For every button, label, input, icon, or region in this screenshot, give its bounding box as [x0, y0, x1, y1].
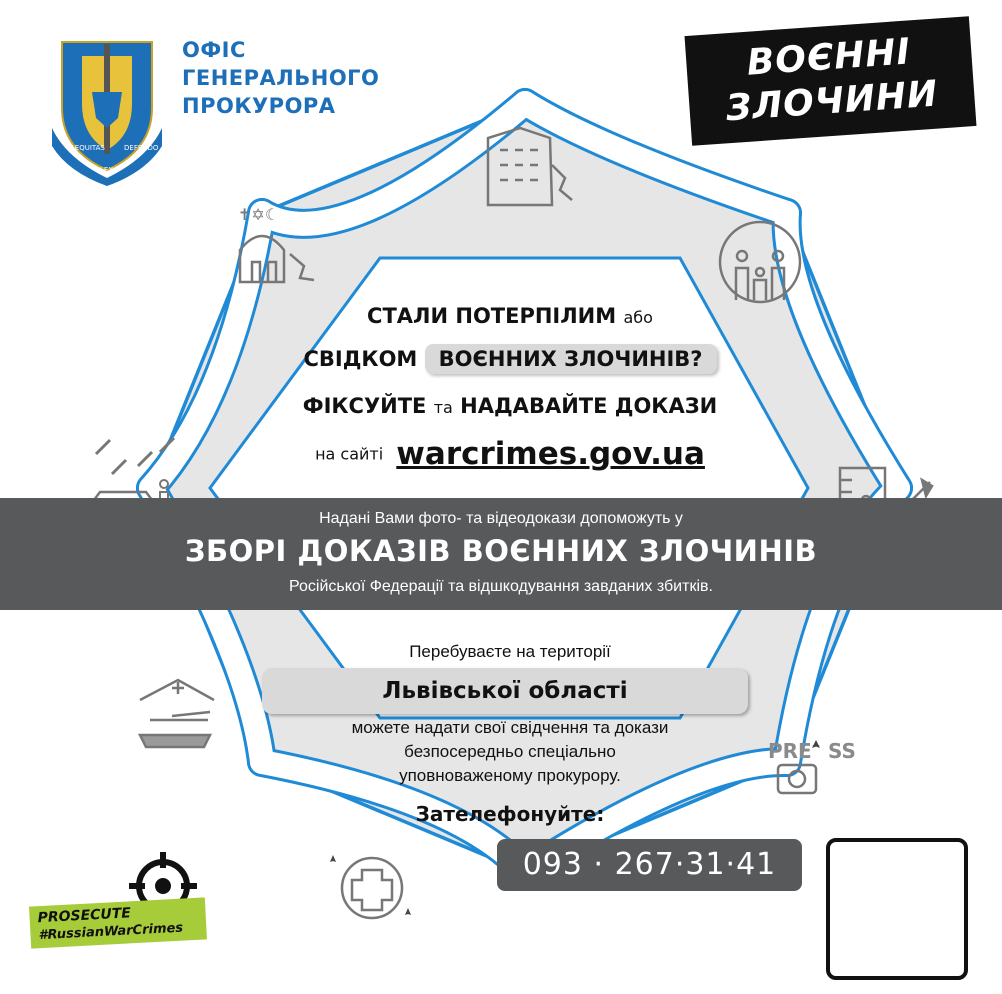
- badge-line: ВОЄННІ: [745, 31, 913, 84]
- prosecute-line-1: PROSECUTE: [37, 905, 132, 927]
- phone-number[interactable]: 093 · 267·31·41: [497, 839, 802, 891]
- org-title: [182, 36, 379, 120]
- press-text-left: PRE: [768, 739, 812, 763]
- call-label: Зателефонуйте:: [415, 802, 605, 826]
- headline-witness: СВІДКОМ: [303, 347, 418, 371]
- religion-symbols: ✝✡☾: [238, 205, 280, 224]
- band-line-1: Надані Вами фото- та відеодокази допоможуть у: [319, 510, 683, 527]
- prosecutor-emblem-icon: [52, 42, 162, 186]
- territory-intro: Перебуваєте на території: [409, 642, 611, 661]
- war-crimes-pill: ВОЄННИХ ЗЛОЧИНІВ?: [425, 344, 717, 374]
- tank-shelter-icon: [140, 680, 214, 747]
- org-title-line: ОФІС: [182, 38, 246, 62]
- territory-line-2: безпосередньо спеціально: [404, 742, 616, 761]
- headline-record: ФІКСУЙТЕ: [302, 394, 427, 418]
- org-title-line: ПРОКУРОРА: [182, 94, 336, 118]
- band-line-3: Російської Федерації та відшкодування завданих збитків.: [289, 578, 713, 595]
- headline-victim: СТАЛИ ПОТЕРПІЛИМ: [367, 304, 617, 328]
- badge-line: ЗЛОЧИНИ: [724, 73, 940, 130]
- prosecute-hashtag: #RussianWarCrimes: [38, 920, 184, 944]
- war-crimes-badge: [685, 16, 977, 146]
- medical-cross-icon: [330, 855, 411, 918]
- on-site-label: на сайті: [315, 444, 384, 464]
- website-line: [210, 436, 810, 472]
- org-title-line: ГЕНЕРАЛЬНОГО: [182, 66, 380, 90]
- territory-line-3: уповноваженому прокурору.: [399, 766, 621, 785]
- headline-or: або: [623, 308, 653, 327]
- emblem-motto-3: DEFENDO: [124, 144, 159, 152]
- headline-line-1: [210, 304, 810, 328]
- headline-line-2: [210, 344, 810, 374]
- press-text-right: SS: [828, 739, 856, 763]
- territory-line-1: можете надати свої свідчення та докази: [351, 718, 669, 737]
- qr-code[interactable]: [826, 838, 968, 980]
- headline-provide: НАДАВАЙТЕ ДОКАЗИ: [460, 394, 718, 418]
- band-heading: ЗБОРІ ДОКАЗІВ ВОЄННИХ ЗЛОЧИНІВ: [184, 534, 818, 568]
- press-camera-icon: [768, 739, 856, 793]
- region-pill: Львівської області: [262, 668, 748, 714]
- headline-line-3: [210, 394, 810, 418]
- headline-and: та: [433, 398, 453, 417]
- evidence-band: [0, 498, 1002, 610]
- emblem-motto-2: LEX: [100, 166, 114, 174]
- website-link[interactable]: warcrimes.gov.ua: [396, 436, 705, 472]
- emblem-motto-1: AEQUITAS: [70, 144, 105, 152]
